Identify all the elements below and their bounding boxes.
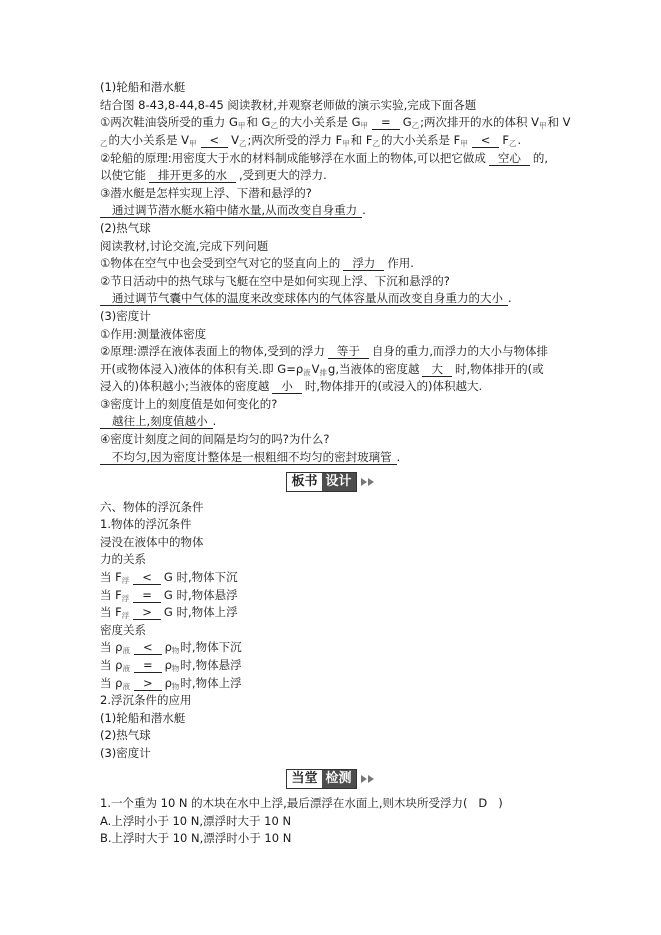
text-line: [100, 657, 661, 675]
text-segment: ③潜水艇是怎样实现上浮、下潜和悬浮的?: [100, 185, 312, 200]
text-segment: G 时,物体下沉: [163, 570, 238, 585]
answer-blank: =: [134, 659, 162, 673]
text-segment: 作用.: [387, 256, 414, 271]
answer-line: 通过调节气囊中气体的温度来改变球体内的气体容量从而改变自身重力的大小: [100, 292, 508, 306]
text-segment: A.上浮时小于 10 N,漂浮时大于 10 N: [100, 813, 292, 828]
text-segment: (3)密度计: [100, 308, 151, 323]
section-heading: [0, 763, 661, 795]
text-segment: 和 G: [246, 115, 271, 130]
text-line: [100, 220, 661, 238]
subscript: 物: [171, 663, 180, 673]
text-segment: 阅读教材,讨论交流,完成下列问题: [100, 238, 269, 253]
text-segment: 密度关系: [100, 622, 146, 637]
text-segment: .: [212, 414, 217, 429]
text-line: [100, 830, 661, 848]
answer-blank: =: [372, 116, 400, 130]
text-line: [100, 413, 661, 431]
text-segment: ②节日活动中的热气球与飞艇在空中是如何实现上浮、下沉和悬浮的?: [100, 273, 450, 288]
text-segment: V: [311, 361, 320, 376]
text-segment: ②轮船的原理:用密度大于水的材料制成能够浮在水面上的物体,可以把它做成: [100, 150, 486, 165]
subscript: 液: [122, 663, 130, 673]
answer-blank: 空心: [489, 152, 530, 166]
text-segment: V: [231, 132, 240, 147]
subscript: 浮: [121, 576, 130, 586]
answer-blank: 排开更多的水: [149, 169, 236, 183]
text-line: [100, 639, 661, 657]
text-segment: ②原理:漂浮在液体表面上的物体,受到的浮力: [100, 344, 325, 359]
text-segment: ,受到更大的浮力.: [239, 168, 327, 183]
text-line: [100, 273, 661, 291]
text-line: [100, 745, 661, 763]
text-line: [100, 290, 661, 308]
page-content: [100, 79, 661, 848]
subscript: 甲: [237, 121, 246, 131]
subscript: 乙: [411, 121, 420, 131]
text-segment: 1.物体的浮沉条件: [100, 517, 192, 532]
text-segment: .: [396, 449, 401, 464]
subscript: 液: [122, 681, 130, 691]
text-segment: ;两次排开的水的体积 V: [420, 115, 540, 130]
subscript: 液: [122, 646, 130, 656]
text-line: [100, 396, 661, 414]
double-arrow-icon: [361, 473, 375, 491]
text-line: [100, 499, 661, 517]
answer-blank: 浮力: [343, 257, 384, 271]
text-segment: 时,物体悬浮: [180, 657, 242, 672]
text-line: [100, 150, 661, 168]
subscript: 乙: [509, 138, 517, 148]
text-line: [100, 534, 661, 552]
text-line: [100, 79, 661, 97]
text-segment: 当 F: [100, 587, 122, 602]
text-line: [100, 569, 661, 587]
answer-line: 不均匀,因为密度计整体是一根粗细不均匀的密封玻璃管: [100, 451, 397, 465]
text-segment: .: [517, 132, 522, 147]
text-segment: 当 F: [100, 605, 122, 620]
text-line: [100, 727, 661, 745]
subscript: 排: [319, 367, 328, 377]
text-segment: 自身的重力,而浮力的大小与物体排: [371, 344, 548, 359]
text-segment: 当 ρ: [100, 640, 123, 655]
text-line: [100, 692, 661, 710]
subscript: 浮: [121, 611, 130, 621]
text-segment: 开(或物体浸入)液体的体积有关.即 G=ρ: [100, 361, 304, 376]
answer-blank: 小: [272, 380, 302, 394]
answer-line: 通过调节潜水艇水箱中储水量,从而改变自身重力: [100, 204, 362, 218]
text-segment: 当 ρ: [100, 675, 123, 690]
text-segment: 的大小关系是 G: [278, 115, 361, 130]
text-segment: 结合图 8-43,8-44,8-45 阅读教材,并观察老师做的演示实验,完成下面各题: [100, 97, 477, 112]
text-segment: G 时,物体上浮: [163, 605, 238, 620]
text-segment: ρ: [164, 640, 172, 655]
arrow-triangle-icon: [361, 775, 367, 783]
text-segment: 和 V: [547, 115, 571, 130]
text-line: [100, 167, 661, 185]
text-line: [100, 97, 661, 115]
text-line: [100, 378, 661, 396]
text-line: [100, 431, 661, 449]
subscript: 甲: [460, 138, 468, 148]
subscript: 乙: [270, 121, 278, 131]
text-segment: 时,物体下沉: [180, 640, 242, 655]
subscript: 物: [171, 681, 180, 691]
subscript: 物: [171, 646, 180, 656]
answer-blank: =: [133, 589, 161, 603]
section-heading-badge: [286, 472, 356, 492]
answer-blank: <: [201, 134, 229, 148]
subscript: 乙: [372, 138, 380, 148]
text-segment: 2.浮沉条件的应用: [100, 693, 192, 708]
text-segment: 和 F: [350, 132, 373, 147]
text-line: [100, 710, 661, 728]
text-segment: 当 ρ: [100, 657, 123, 672]
subscript: 甲: [360, 121, 369, 131]
section-heading-label-dark: 检测: [322, 770, 356, 788]
subscript: 浮: [121, 593, 130, 603]
text-segment: 的大小关系是 F: [380, 132, 461, 147]
text-segment: (1)轮船和潜水艇: [100, 80, 186, 95]
answer-blank: >: [134, 677, 162, 691]
text-line: [100, 587, 661, 605]
text-line: [100, 202, 661, 220]
text-segment: ④密度计刻度之间的间隔是均匀的吗?为什么?: [100, 432, 330, 447]
text-line: [100, 449, 661, 467]
text-segment: 六、物体的浮沉条件: [100, 499, 204, 514]
text-segment: (2)热气球: [100, 728, 151, 743]
text-segment: 时,物体排开的(或浸入的)体积越大.: [304, 379, 483, 394]
arrow-triangle-icon: [368, 478, 374, 486]
text-segment: ρ: [164, 675, 172, 690]
text-line: [100, 185, 661, 203]
text-segment: .: [362, 203, 366, 218]
text-line: [100, 795, 661, 813]
subscript: 乙: [239, 138, 247, 148]
text-line: [100, 343, 661, 361]
subscript: 甲: [189, 138, 197, 148]
text-line: [100, 255, 661, 273]
text-segment: 1.一个重为 10 N 的木块在水中上浮,最后漂浮在水面上,则木块所受浮力( D ): [100, 795, 503, 810]
text-line: [100, 114, 661, 132]
subscript: 甲: [342, 138, 350, 148]
text-line: [100, 604, 661, 622]
text-line: [100, 361, 661, 379]
subscript: 液: [303, 367, 311, 377]
answer-blank: >: [133, 606, 161, 620]
text-segment: 的大小关系是 V: [108, 132, 190, 147]
section-heading-badge: [286, 769, 356, 789]
text-line: [100, 238, 661, 256]
text-segment: 以使它能: [100, 168, 146, 183]
text-segment: (2)热气球: [100, 220, 151, 235]
text-segment: 当 F: [100, 570, 122, 585]
text-line: [100, 622, 661, 640]
answer-line: 越往上,刻度值越小: [100, 415, 213, 429]
text-segment: ρ: [164, 657, 172, 672]
subscript: 乙: [100, 138, 108, 148]
text-line: [100, 132, 661, 150]
section-heading-label-dark: 设计: [322, 473, 356, 491]
text-segment: (1)轮船和潜水艇: [100, 710, 186, 725]
answer-blank: 等于: [328, 345, 369, 359]
arrow-triangle-icon: [361, 478, 367, 486]
text-segment: F: [502, 132, 510, 147]
subscript: 甲: [539, 121, 547, 131]
text-segment: B.上浮时大于 10 N,漂浮时小于 10 N: [100, 831, 292, 846]
text-line: [100, 813, 661, 831]
text-segment: G: [402, 115, 412, 130]
text-segment: ;两次所受的浮力 F: [247, 132, 343, 147]
section-heading: [0, 466, 661, 498]
text-segment: ①物体在空气中也会受到空气对它的竖直向上的: [100, 256, 341, 271]
text-line: [100, 308, 661, 326]
text-segment: ③密度计上的刻度值是如何变化的?: [100, 396, 278, 411]
section-heading-label-plain: 板书: [287, 473, 321, 491]
text-line: [100, 326, 661, 344]
text-segment: 力的关系: [100, 552, 146, 567]
text-segment: g,当液体的密度越: [328, 361, 420, 376]
answer-blank: <: [472, 134, 500, 148]
text-segment: .: [508, 291, 512, 306]
answer-blank: 大: [422, 363, 452, 377]
text-segment: 浸没在液体中的物体: [100, 534, 204, 549]
text-line: [100, 551, 661, 569]
text-segment: (3)密度计: [100, 745, 151, 760]
answer-blank: <: [134, 641, 162, 655]
section-heading-label-plain: 当堂: [287, 770, 321, 788]
text-segment: 浸入的)体积越小;当液体的密度越: [100, 379, 270, 394]
arrow-triangle-icon: [368, 775, 374, 783]
text-line: [100, 516, 661, 534]
double-arrow-icon: [361, 770, 375, 788]
text-segment: 时,物体上浮: [180, 675, 242, 690]
text-segment: ①作用:测量液体密度: [100, 326, 207, 341]
text-segment: ①两次鞋油袋所受的重力 G: [100, 115, 238, 130]
text-segment: 的,: [532, 150, 548, 165]
text-segment: G 时,物体悬浮: [163, 587, 238, 602]
text-line: [100, 675, 661, 693]
text-segment: 时,物体排开的(或: [454, 361, 544, 376]
answer-blank: <: [133, 571, 161, 585]
